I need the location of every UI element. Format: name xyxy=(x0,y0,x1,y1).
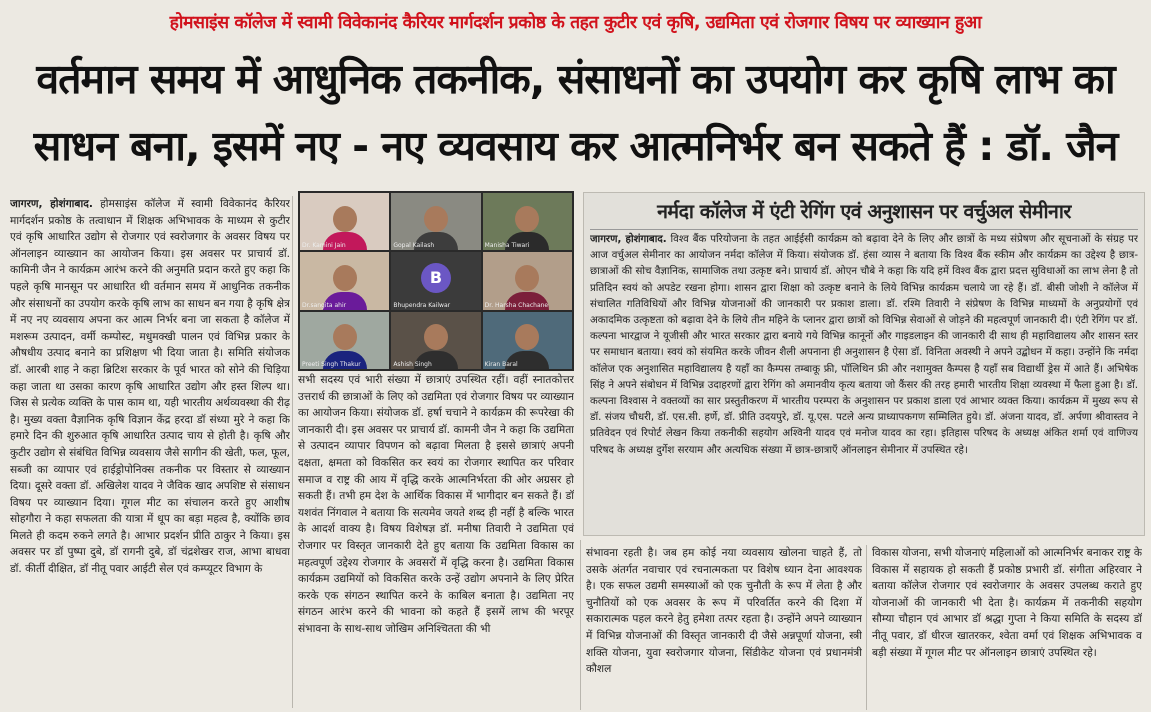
participant-name: Preeti Singh Thakur xyxy=(302,360,361,368)
participant-name: Dr. Harsha Chachane xyxy=(484,301,549,309)
article1-dateline: जागरण, होशंगाबाद. xyxy=(10,198,93,210)
video-tile xyxy=(300,252,389,309)
video-tile xyxy=(391,252,480,309)
participant-face xyxy=(333,206,357,232)
participant-name: Manisha Tiwari xyxy=(484,242,530,250)
participant-face xyxy=(424,324,448,350)
video-tile xyxy=(300,312,389,369)
participant-name: Kiran Baral xyxy=(484,360,518,368)
participant-face xyxy=(424,206,448,232)
sidebar-article-headline: नर्मदा कॉलेज में एंटी रेगिंग एवं अनुशासन पर वर्चुअल सेमीनार xyxy=(657,200,1071,223)
article1-column1 xyxy=(10,196,290,710)
participant-face xyxy=(333,324,357,350)
article1-column3: संभावना रहती है। जब हम कोई नया व्यवसाय खोलना चाहते हैं, तो उसके अंतर्गत नवाचार एवं रचनात्मकता पर विशेष ध्यान देना आवश्यक है। एक सफल उद्यमी समस्याओं को एक चुनौती के रूप में लेता है और चुनौतियों को एक अवसर के रूप में परिवर्तित करने की दिशा में सकारात्मक पहल करने हेतु हमेशा तत्पर रहता है। उन्होंने अपने व्याख्यान में विभिन्न योजनाओं की विस्तृत जानकारी दी जैसे अन्नपूर्णा योजना, स्त्री शक्ति योजना, युवा स्वरोजगार योजना, सिंडीकेट योजना एवं प्रधानमंत्री कौशल xyxy=(586,547,862,676)
video-tile xyxy=(300,193,389,250)
participant-name: Gopal Kailash xyxy=(393,242,435,250)
video-call-photo xyxy=(298,191,574,371)
column-divider xyxy=(866,545,867,710)
video-tile xyxy=(391,193,480,250)
article1-column2: सभी सदस्य एवं भारी संख्या में छात्राएं उपस्थित रहीं। वहीं स्नातकोत्तर उत्तरार्ध की छात्राओं के लिए को उद्यमिता एवं रोजगार विषय पर व्याख्यान का आयोजन किया। संयोजक डॉ. हर्षा चचाने ने कार्यक्रम की रूपरेखा की जानकारी दी। इस अवसर पर प्राचार्य डॉ. कामनी जैन ने कहा कि उद्यमिता से उत्पादन व्यापार विपणन को बढ़ावा मिलता है इससे छात्राएं अपनी दक्षता, क्षमता को विकसित कर स्वयं का रोजगार स्थापित कर परिवार समाज व राष्ट्र की आय में वृद्धि करके आत्मनिर्भरता की ओर अग्रसर हो सकती हैं। तभी हम देश के आर्थिक विकास में भागीदार बन सकते हैं। डॉ यशवंत निंगवाल ने बताया कि सत्यमेव जयते शब्द ही नहीं है बल्कि भारत के आदर्श वाक्य है। विषय विशेषज्ञ डॉ. मनीषा तिवारी ने उद्यमिता एवं रोजगार पर विस्तृत जानकारी देते हुए बताया कि उद्यमिता विकास का महत्वपूर्ण उद्देश्य रोजगार के अवसरों में वृद्धि करना है। उद्यमिता विकास कार्यक्रम उद्यमियों को विकसित करके उन्हें उद्योग अपनाने के लिए प्रेरित करके एक संगठन स्थापित करने के काबिल बनाता है। उद्यमिता नए संगठन आरंभ करने की भावना को कहते हैं इसमें लाभ की भरपूर संभावना के साथ-साथ जोखिम अनिश्चितता की भी xyxy=(298,374,574,635)
article1-col1-text: होमसाइंस कॉलेज में स्वामी विवेकानंद कैरियर मार्गदर्शन प्रकोष्ठ के तत्वाधान में शिक्षक अभिभावक के माध्यम से कुटीर एवं कृषि आधारित उद्योग से रोजगार एवं स्वरोजगार के अवसर विषय पर ऑनलाइन व्याख्यान का आयोजन किया। इस अवसर पर प्राचार्य डॉ. कामिनी जैन ने कार्यक्रम आरंभ करने की अनुमति प्रदान करते हुए कहा कि पहले कृषि मानसून पर आधारित थी वर्तमान समय में आधुनिक तकनीक और संसाधनों का उपयोग करके कृषि लाभ का साधन बन गया है कृषि क्षेत्र में नए नए व्यवसाय अपना कर आत्म निर्भर बना जा सकता है कॉलेज में मशरूम उत्पादन, वर्मी कम्पोस्ट, मधुमक्खी पालन एवं विभिन्न प्रकार के औषधीय उत्पाद बनाने का प्रशिक्षण भी दिया जाता है। समिति संयोजक डॉ. आरबी शाह ने कहा ब्रिटिश सरकार के पूर्व भारत को सोने की चिड़िया कहा जाता था उसका कारण कृषि आधारित उद्योग और हस्त शिल्प था। जिस से प्रत्येक व्यक्ति के पास काम था, यही भारतीय अर्थव्यवस्था की रीढ़ है। मुख्य वक्ता वैज्ञानिक कृषि विज्ञान केंद्र हरदा डॉ संध्या मुरे ने कहा कि हमारे दिन की शुरुआत कृषि आधारित उत्पाद चाय से होती है। कृषि और कुटीर उद्योग से संबंधित विभिन्न व्यवसाय जैसे सागीन की खेती, फल, फूल, सब्जी का व्यापार एवं हाईड्रोपोनिक्स तकनीक पर विस्तार से व्याख्यान दिया। दूसरे वक्ता डॉ. अखिलेश यादव ने जैविक खाद अपशिष्ट से संसाधन विषय पर व्याख्यान दिया। गूगल मीट का संचालन करते हुए आशीष सोहगौरा ने कहा सफलता की यात्रा में धूप का बड़ा महत्व है, क्योंकि छाव मिलते ही कदम रुकने लगते है। आभार प्रदर्शन प्रीति ठाकुर ने किया। इस अवसर पर डॉ पुष्पा दुबे, डॉ रागनी दुबे, डॉ चंद्रशेखर राज, आभा बाधवा डॉ. कीर्ती दीक्षित, डॉ नीतू पवार आईटी सेल एवं कम्प्यूटर विभाग के xyxy=(10,198,290,576)
column-divider xyxy=(292,196,293,708)
sidebar-article-body xyxy=(590,232,1138,532)
article2-dateline: जागरण, होशंगाबाद. xyxy=(590,234,667,245)
video-tile xyxy=(483,252,572,309)
video-tile xyxy=(391,312,480,369)
article2-text: विश्व बैंक परियोजना के तहत आईईसी कार्यक्रम को बढ़ावा देने के लिए और छात्रों के मध्य संप्रेषण और सूचनाओं के संग्रह पर आज वर्चुअल सेमीनार का आयोजन नर्मदा कॉलेज में किया। संयोजक डॉ. हंसा व्यास ने बताया कि विश्व बैंक स्कीम और कार्यक्रम का उद्देश्य है छात्र-छात्राओं की सोच वैज्ञानिक, सामाजिक तथा उत्कृष्ट बने। प्राचार्य डॉ. ओएन चौबे ने कहा कि यदि हमें विश्व बैंक द्वारा प्रदत्त सुविधाओं का लाभ लेना है तो प्रतिदिन स्वयं को अपडेट रखना होगा। शासन द्वारा शिक्षा को उत्कृष्ट बनाने के लिये विभिन्न कार्यक्रम चलाये जा रहे हैं। डॉ. बीसी जोशी ने कॉलेज में संचालित गतिविधियों और विभिन्न योजनाओं की जानकारी पर प्रकाश डाला। डॉ. रश्मि तिवारी ने संप्रेषण के विभिन्न माध्यमों के अनुप्रयोगों एवं अकादमिक उत्कृष्टता को बढ़ावा देने के लिये तीन महिने के प्लानर द्वारा छात्रों को विभिन्न सेवाओं से जोड़ने की महत्वपूर्ण जानकारी दी। एंटी रेगिंग पर डॉ. कल्पना भारद्वाज ने यूजीसी और भारत सरकार द्वारा बनाये गये विभिन्न कानूनों और गाइडलाइन की जानकारी दी साथ ही महाविद्यालय और शासन स्तर पर समाधान बताया। स्वयं को संयमित करके जीवन शैली अपनाना ही अनुशासन है ऐसा डॉ. विनिता अवस्थी ने अपने उद्बोधन में कहा। उन्होंने कि नर्मदा कॉलेज एक अनुशासित महाविद्यालय है यहाँ का कैम्पस तम्बाकू फ्री, पॉलिथिन फ्री और नशामुक्त कैम्पस है यहाँ सब विद्यार्थी ड्रेस में आते हैं। अभिषेक सिंह ने अपने संबोधन में विभिन्न उदाहरणों द्वारा रेगिंग को अमानवीय कृत्य बताया जो कैंसर की तरह हमारी भारतीय शिक्षा व्यवस्था में फैला हुआ है। डॉ. कल्पना विश्वास ने वक्तव्यों का सार प्रस्तुतीकरण में भारतीय परम्परा के अनुशासन पर प्रकाश डाला एवं आभार व्यक्त किया। कार्यक्रम में मुख्य रूप से डॉ. संजय चौधरी, डॉ. एस.सी. हर्णे, डॉ. प्रीति उदयपुरे, डॉ. यू.एस. पटले अन्य प्राध्यापकगण सम्मिलित हुये। डॉ. अंजना यादव, डॉ. अर्पणा श्रीवास्तव ने प्रतिवेदन एवं रिपोर्ट लेखन किया तकनीकी सहयोग अश्विनी यादव एवं मनोज यादव का रहा। इतिहास परिषद के अध्यक्ष अंकित शर्मा एवं वाणिज्य परिषद के अध्यक्ष दुर्गेश सरयाम और अत्यधिक संख्या में छात्र-छात्राएँ ऑनलाइन सेमीनार में उपस्थित रहे। xyxy=(590,234,1138,456)
main-headline-line2: साधन बना, इसमें नए - नए व्यवसाय कर आत्मनिर्भर बन सकते हैं : डॉ. जैन xyxy=(33,122,1118,170)
avatar: B xyxy=(421,263,451,293)
participant-face xyxy=(515,265,539,291)
kicker-headline: होमसाइंस कॉलेज में स्वामी विवेकानंद कैरियर मार्गदर्शन प्रकोष्ठ के तहत कुटीर एवं कृषि, उद्यमिता एवं रोजगार विषय पर व्याख्यान हुआ xyxy=(169,13,982,33)
participant-face xyxy=(515,324,539,350)
main-headline-line1: वर्तमान समय में आधुनिक तकनीक, संसाधनों का उपयोग कर कृषि लाभ का xyxy=(36,55,1115,103)
column-divider xyxy=(580,540,581,710)
participant-name: Dr. Kamini Jain xyxy=(302,242,346,250)
participant-face xyxy=(333,265,357,291)
article1-column4: विकास योजना, सभी योजनाएं महिलाओं को आत्मनिर्भर बनाकर राष्ट्र के विकास में सहायक हो सकती हैं प्रकोष्ठ प्रभारी डॉ. संगीता अहिरवार ने बताया कॉलेज रोजगार एवं स्वरोजगार के अवसर उपलब्ध कराते हुए योजनाओं की जानकारी भी देता है। कार्यक्रम में तकनीकी सहयोग सौम्या चौहान एवं आभार डॉ श्रद्धा गुप्ता ने किया समिति के सदस्य डॉ नीतू पवार, डॉ धीरज खातरकर, श्वेता वर्मा एवं शिक्षक अभिभावक व बड़ी संख्या में गूगल मीट पर ऑनलाइन छात्राएं उपस्थित रहे। xyxy=(872,547,1142,659)
participant-name: Ashish Singh xyxy=(393,360,432,368)
headline-rule xyxy=(590,229,1138,230)
video-tile xyxy=(483,193,572,250)
participant-face xyxy=(515,206,539,232)
video-tile xyxy=(483,312,572,369)
participant-name: Dr.sangita ahir xyxy=(302,301,347,309)
participant-name: Bhupendra Kailwar xyxy=(393,301,451,309)
